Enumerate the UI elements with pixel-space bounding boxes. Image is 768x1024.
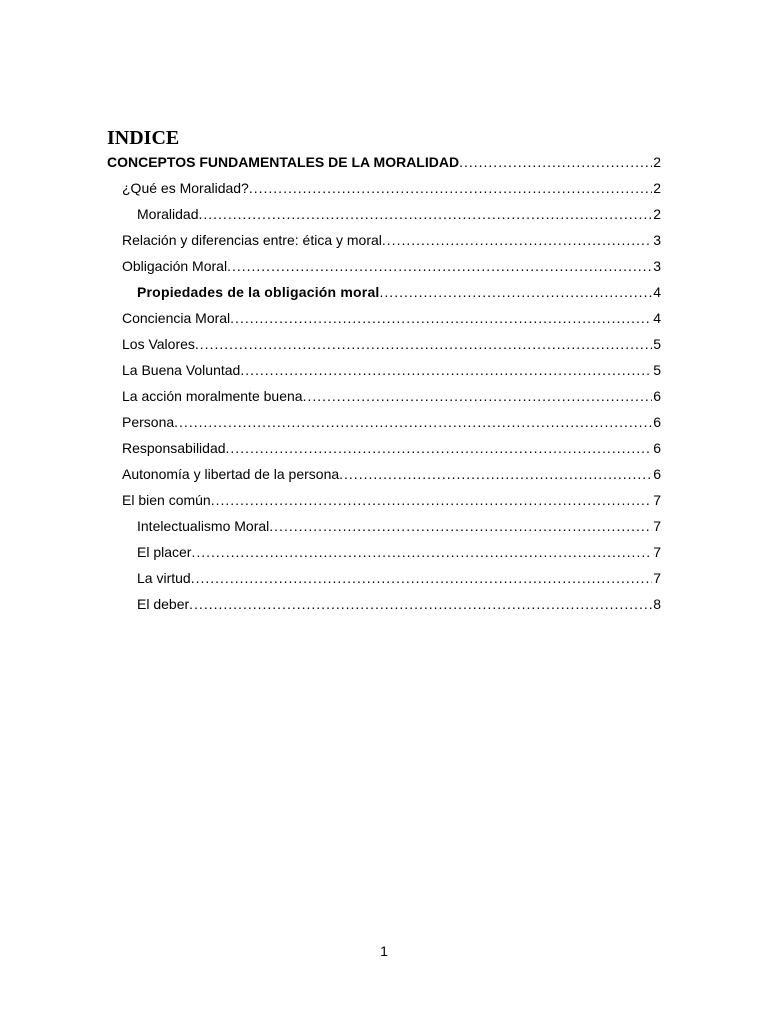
toc-entry-title: La acción moralmente buena bbox=[122, 388, 303, 404]
toc-entry[interactable] bbox=[107, 331, 661, 357]
toc-entry-page: 6 bbox=[653, 388, 661, 404]
table-of-contents bbox=[107, 149, 661, 617]
toc-dot-leader bbox=[198, 201, 652, 227]
toc-entry[interactable] bbox=[107, 565, 661, 591]
toc-entry-title: ¿Qué es Moralidad? bbox=[122, 180, 249, 196]
toc-entry-page: 4 bbox=[653, 310, 661, 326]
toc-entry[interactable] bbox=[107, 461, 661, 487]
toc-entry-title: Intelectualismo Moral bbox=[137, 518, 270, 534]
toc-entry[interactable] bbox=[107, 201, 661, 227]
page-title: INDICE bbox=[107, 127, 180, 149]
toc-dot-leader bbox=[227, 253, 652, 279]
toc-entry-page: 3 bbox=[653, 232, 661, 248]
toc-entry[interactable] bbox=[107, 305, 661, 331]
toc-dot-leader bbox=[269, 513, 652, 539]
toc-dot-leader bbox=[382, 227, 652, 253]
toc-entry[interactable] bbox=[107, 175, 661, 201]
toc-entry[interactable] bbox=[107, 539, 661, 565]
toc-entry-title: Obligación Moral bbox=[122, 258, 228, 274]
toc-dot-leader bbox=[339, 461, 652, 487]
toc-entry-page: 2 bbox=[653, 180, 661, 196]
toc-entry-page: 4 bbox=[653, 284, 661, 300]
toc-entry-title: Moralidad bbox=[137, 206, 199, 222]
toc-entry[interactable] bbox=[107, 253, 661, 279]
toc-dot-leader bbox=[195, 331, 652, 357]
toc-entry-page: 7 bbox=[653, 544, 661, 560]
toc-entry[interactable] bbox=[107, 227, 661, 253]
toc-entry-title: La Buena Voluntad bbox=[122, 362, 241, 378]
toc-entry-page: 6 bbox=[653, 440, 661, 456]
toc-entry-page: 3 bbox=[653, 258, 661, 274]
page-number: 1 bbox=[380, 943, 388, 959]
toc-dot-leader bbox=[249, 175, 652, 201]
toc-dot-leader bbox=[211, 487, 652, 513]
toc-entry-title: Conciencia Moral bbox=[122, 310, 231, 326]
toc-entry-title: El bien común bbox=[122, 492, 211, 508]
toc-entry-page: 5 bbox=[653, 336, 661, 352]
toc-entry-title: Los Valores bbox=[122, 336, 195, 352]
toc-dot-leader bbox=[189, 591, 652, 617]
toc-entry-title: Responsabilidad bbox=[122, 440, 226, 456]
toc-entry[interactable] bbox=[107, 383, 661, 409]
toc-entry[interactable] bbox=[107, 357, 661, 383]
toc-entry[interactable] bbox=[107, 591, 661, 617]
toc-entry-title: Propiedades de la obligación moral bbox=[137, 284, 380, 300]
toc-entry[interactable] bbox=[107, 149, 661, 175]
toc-entry[interactable] bbox=[107, 513, 661, 539]
toc-entry-title: El deber bbox=[137, 596, 190, 612]
toc-entry[interactable] bbox=[107, 435, 661, 461]
toc-entry-page: 6 bbox=[653, 414, 661, 430]
toc-entry[interactable] bbox=[107, 279, 661, 305]
toc-entry[interactable] bbox=[107, 487, 661, 513]
toc-entry-title: El placer bbox=[137, 544, 192, 560]
toc-entry-title: La virtud bbox=[137, 570, 191, 586]
toc-entry-page: 5 bbox=[653, 362, 661, 378]
toc-entry-page: 7 bbox=[653, 492, 661, 508]
toc-entry-page: 2 bbox=[653, 154, 661, 170]
toc-entry-page: 8 bbox=[653, 596, 661, 612]
toc-dot-leader bbox=[230, 305, 652, 331]
toc-entry[interactable] bbox=[107, 409, 661, 435]
toc-dot-leader bbox=[380, 279, 653, 305]
toc-dot-leader bbox=[191, 539, 652, 565]
toc-dot-leader bbox=[240, 357, 652, 383]
toc-entry-title: CONCEPTOS FUNDAMENTALES DE LA MORALIDAD bbox=[107, 154, 460, 170]
toc-dot-leader bbox=[459, 149, 652, 175]
toc-dot-leader bbox=[226, 435, 653, 461]
toc-entry-page: 2 bbox=[653, 206, 661, 222]
toc-dot-leader bbox=[191, 565, 653, 591]
toc-entry-title: Autonomía y libertad de la persona bbox=[122, 466, 340, 482]
toc-entry-page: 6 bbox=[653, 466, 661, 482]
toc-entry-page: 7 bbox=[653, 518, 661, 534]
toc-entry-title: Relación y diferencias entre: ética y moral bbox=[122, 232, 382, 248]
toc-dot-leader bbox=[174, 409, 652, 435]
toc-entry-page: 7 bbox=[653, 570, 661, 586]
toc-entry-title: Persona bbox=[122, 414, 175, 430]
toc-dot-leader bbox=[303, 383, 653, 409]
